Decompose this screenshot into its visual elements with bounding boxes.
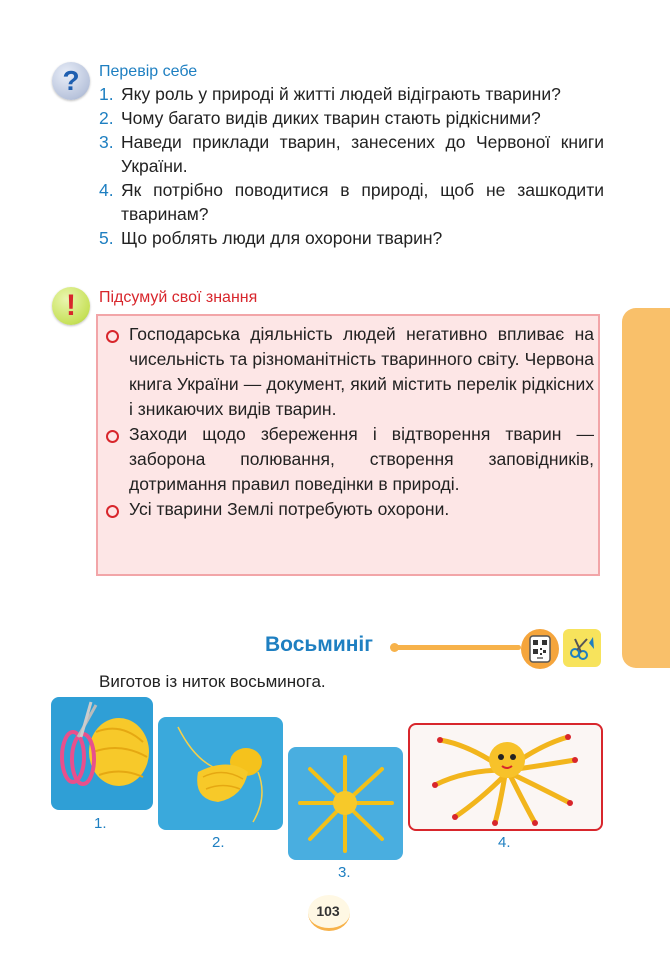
question-number: 1.: [99, 84, 114, 104]
question-text: Чому багато видів диких тварин стають рідкісними?: [121, 108, 541, 128]
title-line: [393, 645, 521, 650]
question-number: 2.: [99, 108, 114, 128]
question-text: Наведи приклади тварин, занесених до Червоної книги України.: [121, 132, 604, 176]
photo-octopus-legs: [288, 747, 403, 860]
summary-text: Усі тварини Землі потребують охорони.: [129, 499, 450, 519]
question-item: [99, 226, 604, 250]
page-number: 103: [316, 903, 340, 919]
question-item: [99, 106, 604, 130]
qr-code-icon[interactable]: [521, 629, 559, 669]
question-number: 4.: [99, 180, 114, 200]
caption-2: 2.: [212, 834, 225, 851]
photo-threads-folded: [158, 717, 283, 830]
summary-text: Заходи щодо збереження і відтворення тварин — заборона полювання, створення заповідників, дотримання правил поведінки в природі.: [129, 424, 594, 494]
question-item: [99, 130, 604, 178]
summary-text: Господарська діяльність людей негативно впливає на чисельність та різноманітність тваринного світу. Червона книга України — документ, який містить перелік рідкісних і зникаючих видів тварин.: [129, 324, 594, 419]
summary-item: [104, 422, 594, 497]
caption-1: 1.: [94, 815, 107, 832]
question-item: [99, 178, 604, 226]
caption-4: 4.: [498, 834, 511, 851]
craft-title: Восьминіг: [265, 633, 374, 656]
summary-list: [104, 322, 594, 522]
question-text: Що роблять люди для охорони тварин?: [121, 228, 443, 248]
caption-3: 3.: [338, 864, 351, 881]
bullet-icon: [106, 505, 119, 518]
question-item: [99, 82, 604, 106]
question-text: Яку роль у природі й житті людей відіграють тварини?: [121, 84, 561, 104]
summary-heading: Підсумуй свої знання: [99, 289, 258, 306]
question-number: 3.: [99, 132, 114, 152]
craft-instruction: Виготов із ниток восьминога.: [99, 672, 326, 691]
photo-finished-octopus: [408, 723, 603, 831]
craft-tools-icon: [563, 629, 601, 667]
question-number: 5.: [99, 228, 114, 248]
summary-item: [104, 322, 594, 422]
side-tab: [622, 308, 670, 668]
question-list: [99, 82, 604, 250]
summary-item: [104, 497, 594, 522]
check-yourself-heading: Перевір себе: [99, 63, 198, 80]
question-text: Як потрібно поводитися в природі, щоб не зашкодити тваринам?: [121, 180, 604, 224]
photo-yarn-and-scissors: [51, 697, 153, 810]
exclamation-icon: !: [52, 287, 90, 325]
bullet-icon: [106, 330, 119, 343]
question-icon: ?: [52, 62, 90, 100]
bullet-icon: [106, 430, 119, 443]
